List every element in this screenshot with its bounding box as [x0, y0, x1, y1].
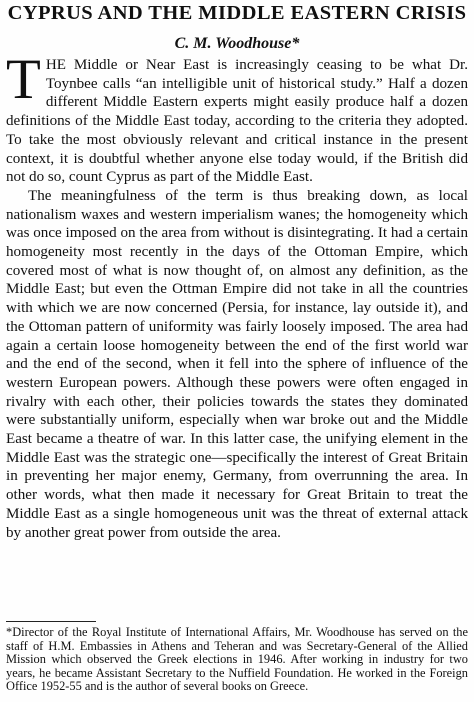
paragraph-1: [6, 48, 468, 187]
footnote: *Director of the Royal Institute of International Affairs, Mr. Woodhouse has served on the staff of H.M. Embassies in Athens and Teheran and was Secretary-General of the Allied Mission which observed the Greek elections in 1946. After working in industry for two years, he became Assistant Secretary to the Nuffield Foundation. He worked in the Foreign Office 1952-55 and is the author of several books on Greece.: [6, 625, 468, 694]
drop-cap: T: [6, 48, 41, 111]
footnote-divider: [6, 621, 96, 622]
article-author: C. M. Woodhouse*: [174, 35, 300, 52]
paragraph-1-text: HE Middle or Near East is increasingly ceasing to be what Dr. Toynbee calls “an intelligible unit of historical study.” Half a dozen different Middle Eastern experts might easily produce half a dozen definitions of the Middle East today, according to the criteria they adopted. To take the most obviously relevant and critical instance in the present context, it is doubtful whether anyone else today would, if the British did not do so, count Cyprus as part of the Middle East.: [6, 57, 468, 186]
article-title: CYPRUS AND THE MIDDLE EASTERN CRISIS: [7, 2, 467, 24]
paragraph-2: The meaningfulness of the term is thus breaking down, as local nationalism waxes and western imperialism wanes; the homogeneity which was once imposed on the area from without is disintegrating. It had a certain homogeneity most recently in the days of the Ottoman Empire, which covered most of what is now thought of, on almost any definition, as the Middle East; but even the Ottman Empire did not take in all the countries with which we are now concerned (Persia, for instance, lay outside it), and the Ottoman pattern of uniformity was fairly loosely imposed. The area had again a certain loose homogeneity between the end of the first world war and the end of the second, when it fell into the sphere of influence of the western European powers. Although these powers were often engaged in rivalry with each other, their policies towards the states they dominated were substantially uniform, especially when war broke out and the Middle East became a theatre of war. In this latter case, the unifying element in the Middle East was the strategic one—specifically the interest of Great Britain in preventing her major enemy, Germany, from overrunning the area. In other words, what then made it necessary for Great Britain to treat the Middle East as a single homogeneous unit was the threat of external attack by another great power from outside the area.: [6, 187, 468, 541]
article-body: [6, 48, 468, 542]
